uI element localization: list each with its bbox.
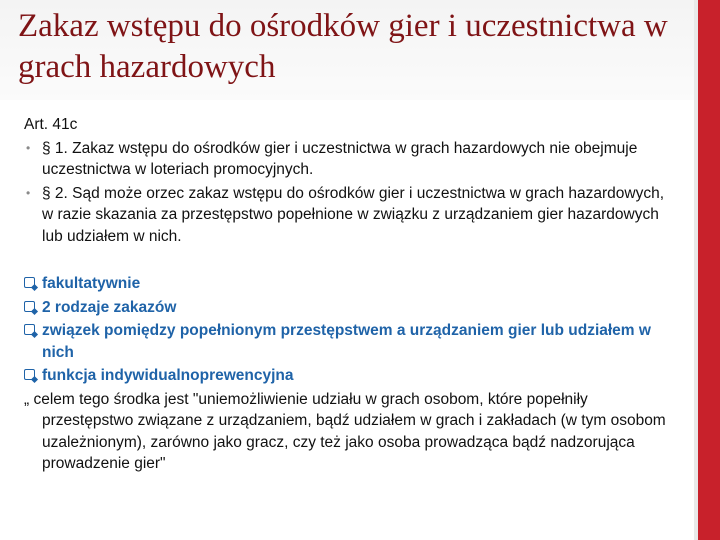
checkbox-bullet-icon [24, 301, 35, 312]
feature-text: 2 rodzaje zakazów [42, 298, 177, 316]
paragraph-text: § 1. Zakaz wstępu do ośrodków gier i uczestnictwa w grach hazardowych nie obejmuje uczestnictwa w loteriach promocyjnych. [42, 139, 638, 178]
paragraph-item [24, 138, 674, 181]
paragraph-item [24, 183, 674, 248]
checkbox-bullet-icon [24, 324, 35, 335]
feature-text: fakultatywnie [42, 275, 141, 292]
quote-text: „ celem tego środka jest "uniemożliwienie udziału w grach osobom, które popełniły przestępstwo związane z urządzaniem, bądź udziałem w grach i zakładach (w tym osobom uzależnionym), zarówno jako gracz, czy też jako osoba prowadząca bądź nadzorująca prowadzenie gier" [24, 390, 666, 472]
title-area [0, 0, 694, 100]
paragraph-text: § 2. Sąd może orzec zakaz wstępu do ośrodków gier i uczestnictwa w grach hazardowych, w razie skazania za przestępstwo popełnione w związku z urządzaniem gier hazardowych lub udziałem w nich. [42, 184, 665, 245]
feature-item [24, 273, 674, 295]
checkbox-bullet-icon [24, 277, 35, 288]
checkbox-bullet-icon [24, 369, 35, 380]
spacer [24, 249, 674, 273]
feature-text: związek pomiędzy popełnionym przestępstwem a urządzaniem gier lub udziałem w nich [42, 322, 651, 361]
article-label: Art. 41c [24, 116, 78, 133]
feature-text: funkcja indywidualnoprewencyjna [42, 367, 294, 384]
slide-title: Zakaz wstępu do ośrodków gier i uczestnictwa w grach hazardowych [18, 8, 668, 85]
feature-item [24, 320, 674, 363]
slide-content [24, 114, 674, 475]
feature-item [24, 365, 674, 387]
paragraph-list [24, 138, 674, 248]
bullet-icon: • [26, 140, 31, 155]
accent-bar [698, 0, 720, 540]
feature-list [24, 273, 674, 387]
feature-item [24, 297, 674, 319]
bullet-icon: • [26, 185, 31, 200]
